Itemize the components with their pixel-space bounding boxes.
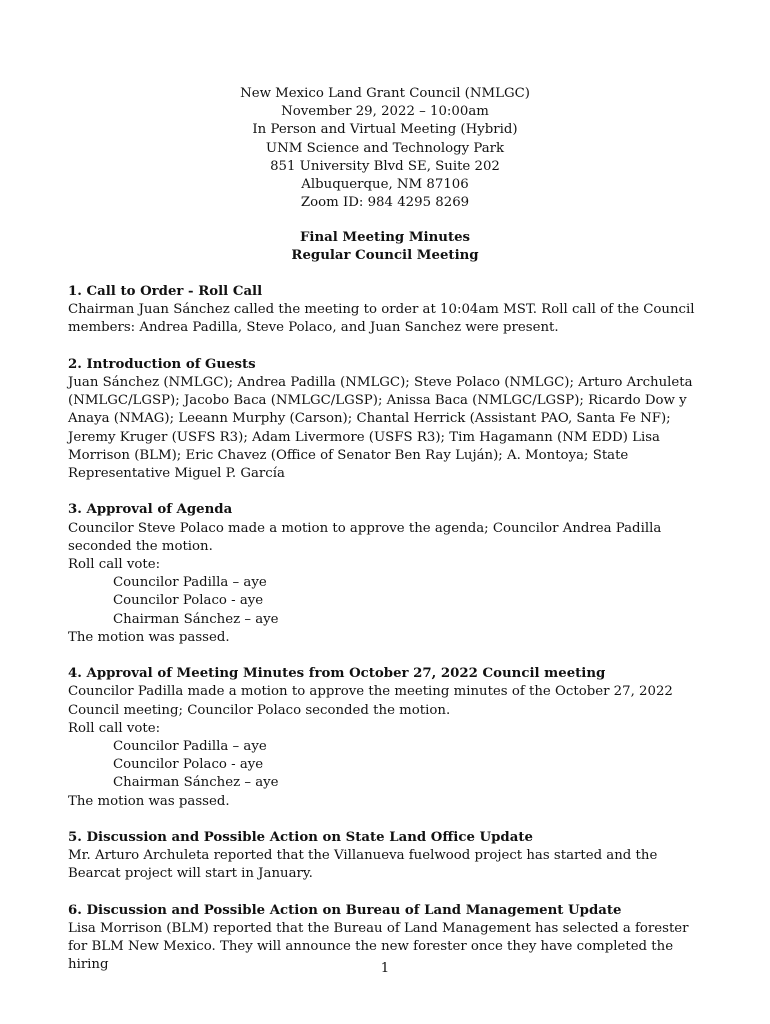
title-line-1: Final Meeting Minutes [299,230,471,245]
roll-call-label: Roll call vote: [68,720,161,736]
vote-line: Councilor Padilla – aye [113,575,267,591]
minutes-body [68,283,708,993]
motion-result: The motion was passed. [68,629,230,645]
section-heading: 1. Call to Order - Roll Call [68,284,263,299]
roll-call-label: Roll call vote: [68,557,161,573]
section-heading: 6. Discussion and Possible Action on Bureau of Land Management Update [68,902,622,918]
section-text: Councilor Steve Polaco made a motion to approve the agenda; Councilor Andrea Padilla seconded the motion. [68,520,662,554]
vote-line: Councilor Polaco - aye [113,593,264,609]
section-introduction-of-guests [68,356,708,483]
header-venue: UNM Science and Technology Park [265,140,505,156]
document-title [0,229,770,265]
section-text: Juan Sánchez (NMLGC); Andrea Padilla (NMLGC); Steve Polaco (NMLGC); Arturo Archuleta (NMLGC/LGSP); Jacobo Baca (NMLGC/LGSP); Anissa Baca (NMLGC/LGSP); Ricardo Dow y Anaya (NMAG); Leeann Murphy (Carson); Chantal Herrick (Assistant PAO, Santa Fe NF); Jeremy Kruger (USFS R3); Adam Livermore (USFS R3); Tim Hagamann (NM EDD) Lisa Morrison (BLM); Eric Chavez (Office of Senator Ben Ray Luján); A. Montoya; State Representative Miguel P. García [68,375,693,482]
section-call-to-order [68,283,708,338]
vote-line: Chairman Sánchez – aye [113,775,279,791]
section-heading: 5. Discussion and Possible Action on State Land Office Update [68,830,533,846]
vote-line: Councilor Polaco - aye [113,757,264,773]
vote-line: Chairman Sánchez – aye [113,611,279,627]
section-heading: 2. Introduction of Guests [68,356,256,372]
motion-result: The motion was passed. [68,793,230,809]
section-text: Councilor Padilla made a motion to approve the meeting minutes of the October 27, 2022 Council meeting; Councilor Polaco seconded the motion. [68,684,673,718]
section-state-land-office-update [68,829,708,884]
section-text: Lisa Morrison (BLM) reported that the Bureau of Land Management has selected a forester for BLM New Mexico. They will announce the new forester once they have completed the hiring [68,921,689,973]
meeting-header [0,85,770,212]
page-number: 1 [380,961,390,976]
header-zoom-id: Zoom ID: 984 4295 8269 [300,195,470,211]
header-organization: New Mexico Land Grant Council (NMLGC) [240,86,530,101]
title-line-2: Regular Council Meeting [291,248,479,264]
header-meeting-type: In Person and Virtual Meeting (Hybrid) [252,122,518,138]
section-text: Chairman Juan Sánchez called the meeting to order at 10:04am MST. Roll call of the Council members: Andrea Padilla, Steve Polaco, and Juan Sanchez were present. [68,302,695,336]
section-approval-of-minutes [68,665,708,811]
section-heading: 4. Approval of Meeting Minutes from October 27, 2022 Council meeting [68,666,606,682]
header-city: Albuquerque, NM 87106 [301,177,469,193]
section-text: Mr. Arturo Archuleta reported that the Villanueva fuelwood project has started and the Bearcat project will start in January. [68,848,658,882]
header-date-time: November 29, 2022 – 10:00am [281,104,489,120]
vote-line: Councilor Padilla – aye [113,739,267,755]
section-heading: 3. Approval of Agenda [68,502,233,518]
section-approval-of-agenda [68,501,708,647]
header-street-address: 851 University Blvd SE, Suite 202 [270,158,500,174]
